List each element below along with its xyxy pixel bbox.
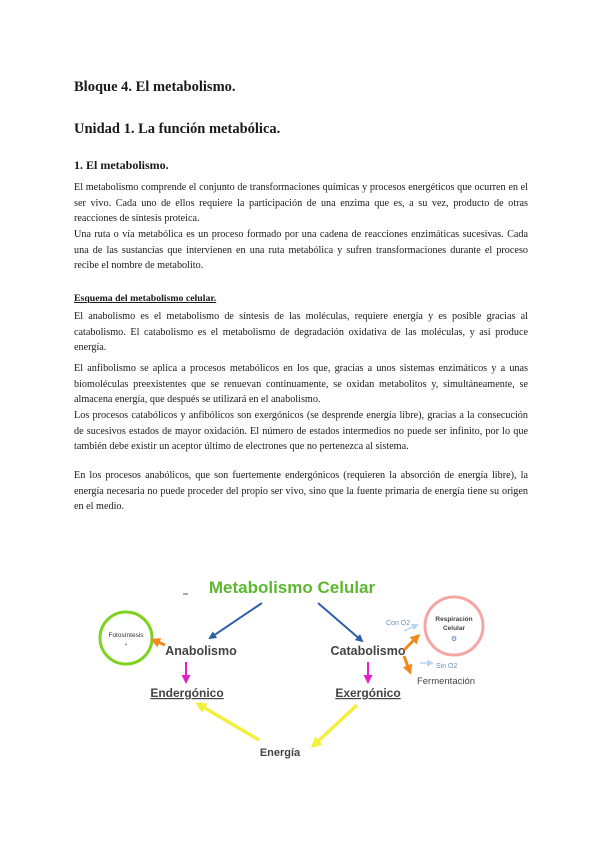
unit-title: Unidad 1. La función metabólica. [74, 121, 281, 137]
section-title: 1. El metabolismo. [74, 158, 169, 172]
paragraph-anfibolism: El anfibolismo se aplica a procesos metabólicos en los que, gracias a unos sistemas enzimáticos y a unas biomoléculas preexistentes que se renuevan continuamente, se oxidan metabolitos y, simultáneamente, se almacena energía, que después se utilizará en el anabolismo. [74, 363, 528, 406]
block-title: Bloque 4. El metabolismo. [74, 79, 236, 95]
respiration-label-line1: Respiración [435, 616, 473, 623]
arrow-to-anabolism [210, 603, 262, 638]
arrow-exergonic-to-energy [313, 705, 357, 746]
paragraph-metabolic-route: Una ruta o vía metabólica es un proceso formado por una cadena de reacciones enzimáticas sucesivas. Cada una de las sustancias que intervienen en una ruta metabólica y sufren transformaciones durante el proceso recibe el nombre de metabolito. [74, 229, 528, 272]
paragraph-anabolism: El anabolismo es el metabolismo de síntesis de las moléculas, requiere energía y es posible gracias al catabolismo. El catabolismo es el metabolismo de degradación oxidativa de las moléculas, y así produce energía. [74, 311, 528, 354]
paragraph-anabolic-processes: En los procesos anabólicos, que son fuertemente endergónicos (requieren la absorción de energía libre), la energía necesaria no puede proceder del propio ser vivo, sino que la fuente primaria de energía tiene su origen en el medio. [74, 470, 528, 513]
arrow-energy-to-endergonic [198, 704, 259, 740]
anabolism-label: Anabolismo [165, 644, 237, 658]
respiration-label-line2: Celular [442, 625, 466, 632]
catabolism-label: Catabolismo [330, 644, 406, 658]
scheme-heading: Esquema del metabolismo celular. [74, 293, 217, 304]
fermentation-label: Fermentación [416, 676, 476, 687]
exergonic-label: Exergónico [335, 686, 401, 700]
photosynthesis-mark: ▪ [125, 642, 127, 648]
arrow-catabolism-to-fermentation [404, 656, 410, 672]
arrow-catabolism-to-respiration [404, 636, 418, 650]
energy-label: Energía [259, 747, 301, 759]
without-oxygen-label: Sin O2 [436, 663, 458, 670]
paragraph-metabolism: El metabolismo comprende el conjunto de transformaciones químicas y procesos energéticos que ocurren en el ser vivo. Cada uno de ellos requiere la participación de una enzima que es, a su vez, producto de otras reacciones de síntesis proteica. [74, 182, 528, 225]
paragraph-catabolic-processes: Los procesos catabólicos y anfibólicos son exergónicos (se desprende energía libre), gracias a la consecución de sucesivos estados de mayor oxidación. El número de estados intermedios no puede ser infinito, por lo que también debe existir un aceptor último de electrones que no pertenezca al sistema. [74, 410, 528, 453]
photosynthesis-label: Fotosíntesis [108, 632, 144, 639]
diagram-title: Metabolismo Celular [208, 578, 376, 597]
respiration-icon: ⚙ [450, 636, 458, 643]
endergonic-label: Endergónico [150, 686, 224, 700]
arrow-anabolism-to-photosynthesis [153, 640, 165, 645]
with-oxygen-label: Con O2 [386, 620, 411, 627]
arrow-to-catabolism [318, 603, 362, 641]
